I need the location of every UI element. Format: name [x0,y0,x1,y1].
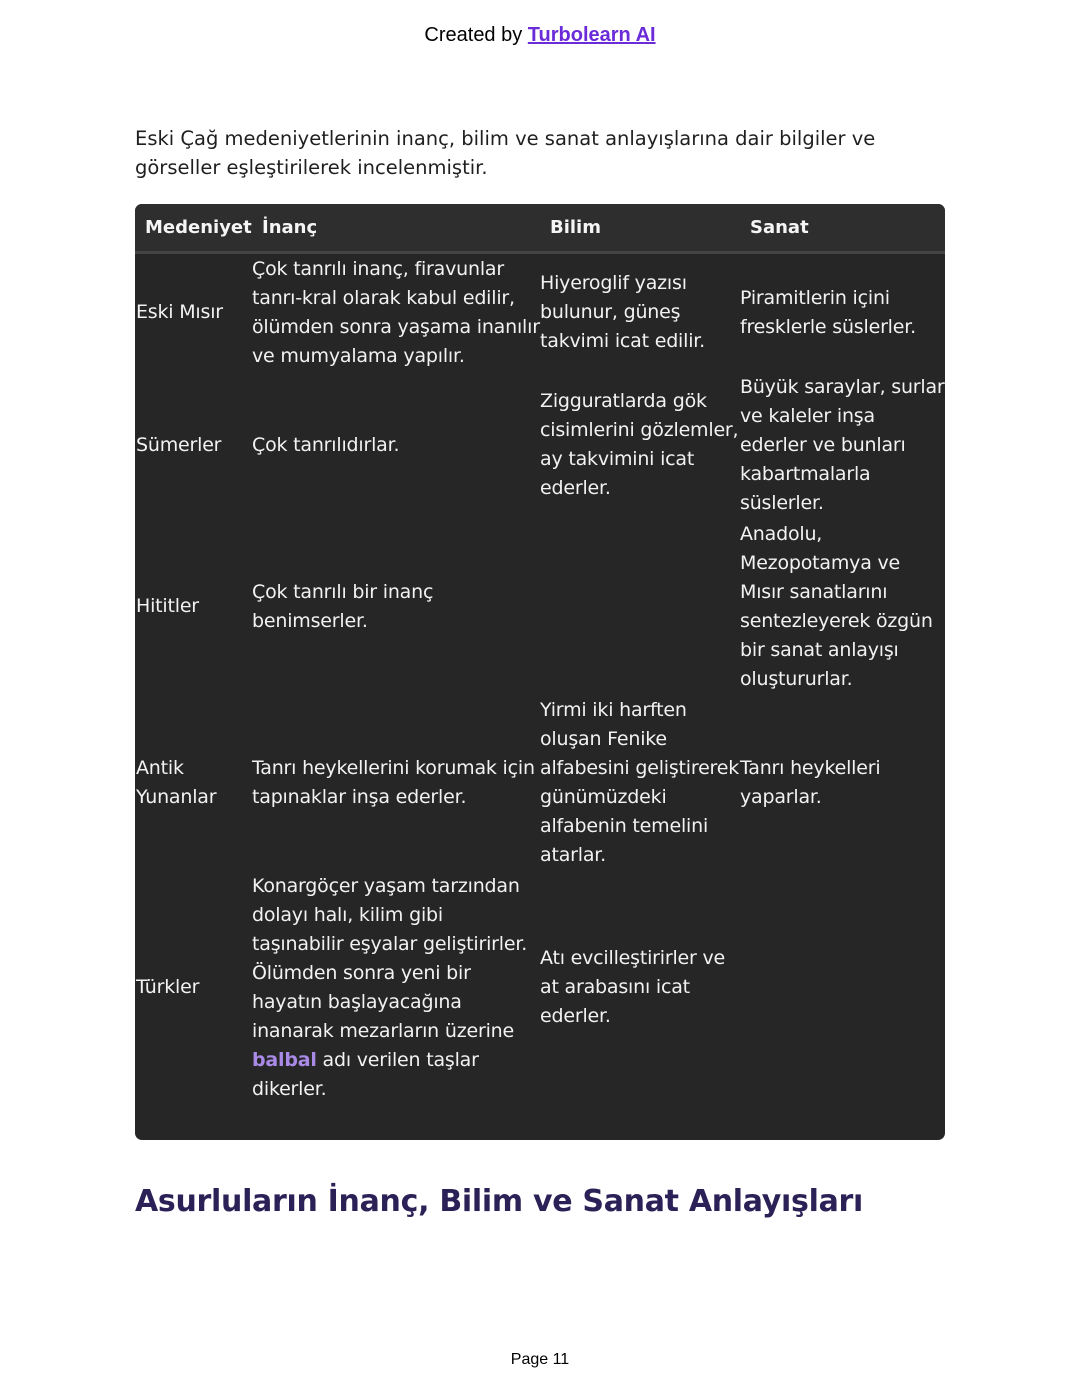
table-header-row [135,204,945,252]
turbolearn-link[interactable]: Turbolearn AI [527,24,656,46]
header-prefix: Created by [424,24,528,46]
cell-art: Tanrı heykelleri yaparlar. [740,756,881,808]
header-medeniyet: Medeniyet [135,204,252,252]
section-heading: Asurluların İnanç, Bilim ve Sanat Anlayışları [135,1184,864,1219]
belief-text-before: Konargöçer yaşam tarzından dolayı halı, kilim gibi taşınabilir eşyalar geliştirirler. Ölümden sonra yeni bir hayatın başlayacağına inanarak mezarların üzerine [252,874,528,1042]
cell-belief: Çok tanrılı bir inanç benimserler. [252,580,434,632]
cell-art: Anadolu, Mezopotamya ve Mısır sanatlarını sentezleyerek özgün bir sanat anlayışı oluştururlar. [740,522,933,690]
cell-science: Yirmi iki harften oluşan Fenike alfabesini geliştirerek günümüzdeki alfabenin temelini atarlar. [540,698,740,866]
cell-civilization: Eski Mısır [136,301,223,323]
cell-belief: Çok tanrılı inanç, firavunlar tanrı-kral olarak kabul edilir, ölümden sonra yaşama inanılır ve mumyalama yapılır. [252,257,540,367]
cell-belief: Çok tanrılıdırlar. [252,433,400,456]
page-header [0,24,1080,47]
civilizations-table [135,204,945,1140]
cell-belief [252,871,540,1105]
cell-civilization: Türkler [136,976,200,998]
table-row [135,871,945,1105]
intro-paragraph: Eski Çağ medeniyetlerinin inanç, bilim ve sanat anlayışlarına dair bilgiler ve görseller eşleştirilerek incelenmiştir. [135,127,876,179]
table-row [135,252,945,372]
header-bilim: Bilim [540,204,740,252]
table-row [135,519,945,695]
cell-art: Büyük saraylar, surlar ve kaleler inşa ederler ve bunları kabartmalarla süslerler. [740,375,945,514]
header-inanc: İnanç [252,204,540,252]
header-sanat: Sanat [740,204,945,252]
table-row [135,695,945,871]
cell-science: Atı evcilleştirirler ve at arabasını icat ederler. [540,947,726,1027]
cell-science: Zigguratlarda gök cisimlerini gözlemler, ay takvimini icat ederler. [540,390,739,499]
cell-art: Piramitlerin içini fresklerle süslerler. [740,286,916,338]
cell-art [740,871,945,1105]
cell-science: Hiyeroglif yazısı bulunur, güneş takvimi icat edilir. [540,272,705,352]
cell-belief: Tanrı heykellerini korumak için tapınaklar inşa ederler. [252,756,535,808]
page-number: Page 11 [510,1351,570,1368]
cell-civilization: Sümerler [136,433,222,456]
cell-civilization: Hititler [136,595,199,617]
cell-science [540,519,740,695]
belief-text-after: adı verilen taşlar dikerler. [252,1048,479,1100]
balbal-highlight: balbal [252,1048,317,1071]
table-row [135,372,945,519]
cell-civilization: Antik Yunanlar [136,756,217,808]
